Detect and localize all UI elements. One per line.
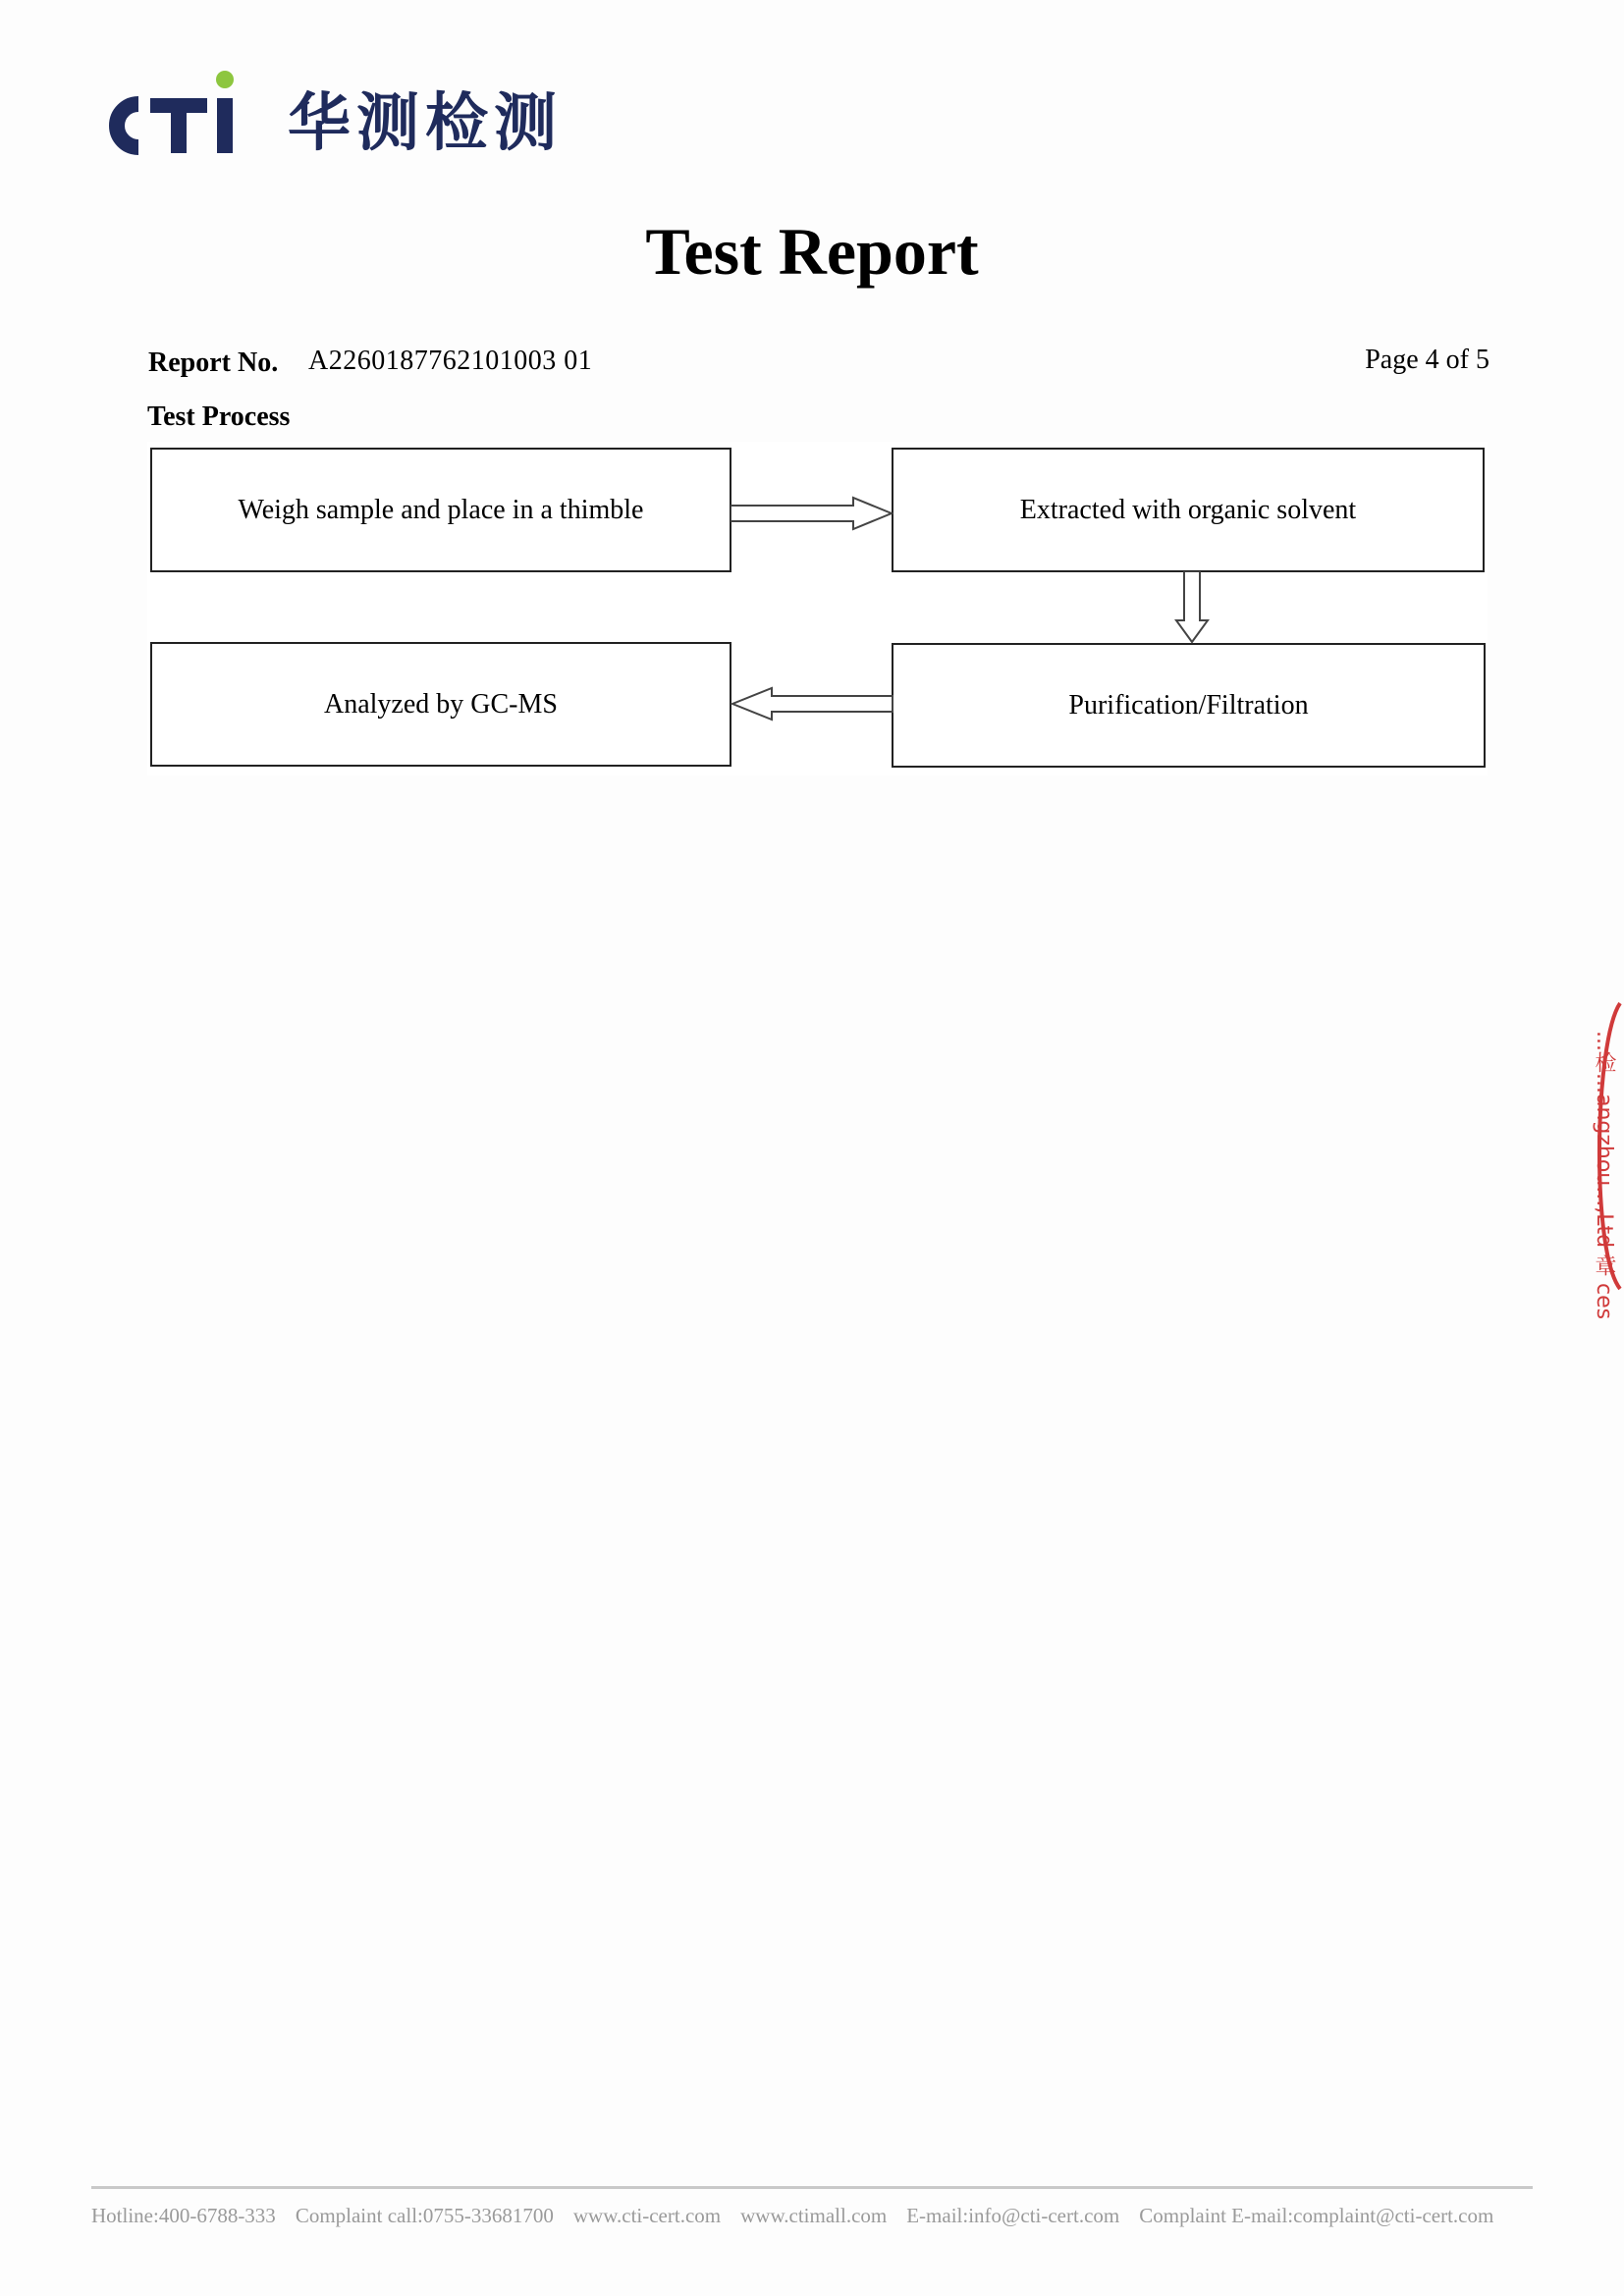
logo-chinese-name: 华测检测 (288, 87, 563, 160)
footer-complaint-email: Complaint E-mail:complaint@cti-cert.com (1139, 2204, 1494, 2227)
section-title: Test Process (147, 401, 291, 432)
flow-step-label: Purification/Filtration (1068, 689, 1309, 721)
footer-complaint-call: Complaint call:0755-33681700 (295, 2204, 554, 2227)
flow-step-weigh (150, 448, 731, 572)
footer-website: www.cti-cert.com (572, 2204, 722, 2227)
seal-text: ...检...angzhou...,Ltd 章 ces (1592, 1031, 1616, 1320)
footer (91, 2204, 1493, 2228)
footer-email: E-mail:info@cti-cert.com (906, 2204, 1120, 2227)
arrow-right-icon (731, 496, 893, 531)
flow-step-label: Analyzed by GC-MS (324, 688, 558, 720)
arrow-down-icon (1172, 571, 1212, 644)
flow-step-extract (892, 448, 1485, 572)
flow-step-label: Extracted with organic solvent (1019, 494, 1357, 525)
footer-divider (91, 2186, 1533, 2189)
page-number: Page 4 of 5 (1365, 345, 1489, 375)
flow-step-label: Weigh sample and place in a thimble (238, 494, 644, 525)
company-seal (1585, 1001, 1624, 1320)
footer-hotline: Hotline:400-6788-333 (91, 2204, 276, 2227)
page-title: Test Report (645, 214, 979, 289)
report-number-label: Report No. (148, 347, 279, 378)
flow-step-purify (892, 643, 1486, 768)
flow-step-analyze (150, 642, 731, 767)
report-number-value: A2260187762101003 01 (308, 346, 593, 376)
arrow-left-icon (731, 686, 893, 721)
cti-logo-mark (91, 71, 278, 169)
footer-mall-website: www.ctimall.com (740, 2204, 888, 2227)
